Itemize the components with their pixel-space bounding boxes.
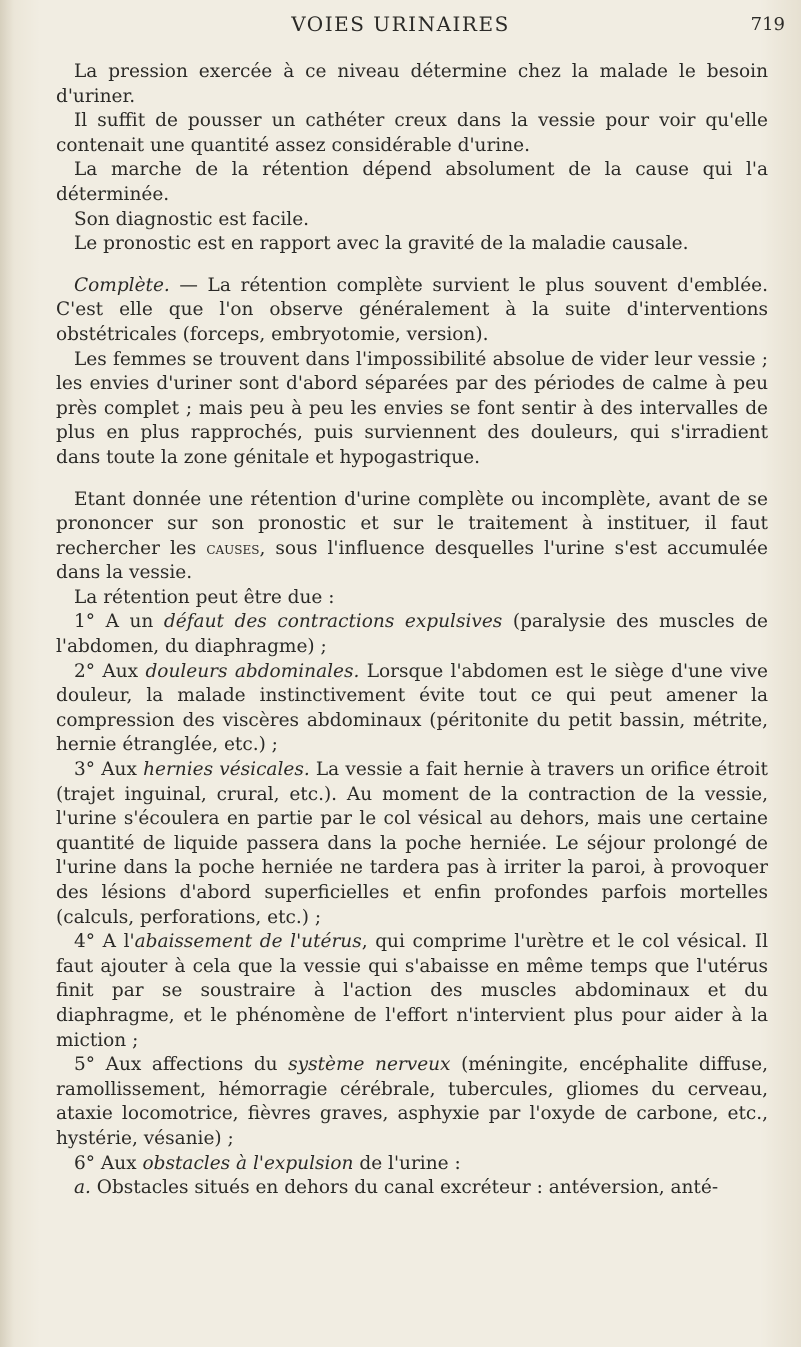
paragraph-2: Il suffit de pousser un cathéter creux dans la vessie pour voir qu'elle contenait une quantité assez considérable d'urine. — [56, 110, 768, 156]
item-text: de l'urine : — [353, 1152, 461, 1174]
list-item-6 — [56, 1152, 768, 1177]
paragraph-4: Son diagnostic est facile. — [74, 208, 310, 230]
paragraph-text: Etant donnée une rétention d'urine complète ou incomplète, avant de se prononcer sur son pronostic et sur le traitement à instituer, il faut rechercher les — [56, 488, 768, 559]
smallcaps-term: causes — [206, 538, 260, 559]
item-prefix: 5° Aux affections du — [74, 1054, 289, 1076]
item-text: La vessie a fait hernie à travers un orifice étroit (trajet inguinal, crural, etc.). Au moment de la contraction de la vessie, l'urine s'écoulera en partie par le col vésical au dehors, mais une certaine quantité de liquide passera dans la poche herniée. Le séjour prolongé de l'urine dans la poche herniée ne tardera pas à irriter la paroi, à provoquer des lésions d'abord superficielles et enfin profondes parfois mortelles (calculs, perforations, etc.) ; — [56, 759, 768, 928]
paragraph-3: La marche de la rétention dépend absolument de la cause qui l'a déterminée. — [56, 159, 768, 205]
item-text: (méningite, encéphalite diffuse, ramollissement, hémorragie cérébrale, tubercules, gliomes du cerveau, ataxie locomotrice, fièvres graves, asphyxie par l'oxyde de carbone, etc., hystérie, vésanie) ; — [56, 1054, 769, 1149]
list-item-4 — [56, 930, 768, 1053]
item-term: obstacles à l'expulsion — [142, 1152, 354, 1174]
list-item-5 — [56, 1053, 768, 1151]
item-text: (paralysie des muscles de l'abdomen, du diaphragme) ; — [56, 611, 768, 658]
item-prefix: 4° A l' — [74, 931, 135, 953]
paragraph-7: Les femmes se trouvent dans l'impossibilité absolue de vider leur vessie ; les envies d'uriner sont d'abord séparées par des périodes de calme à peu près complet ; mais peu à peu les envies se font sentir à des intervalles de plus en plus rapprochés, puis surviennent des douleurs, qui s'irradient dans toute la zone génitale et hypogastrique. — [56, 348, 768, 468]
item-term: a. — [74, 1177, 91, 1199]
item-prefix: 1° A un — [74, 611, 164, 633]
item-prefix: 3° Aux — [74, 759, 144, 781]
list-item-1 — [56, 610, 768, 659]
item-term: hernies vésicales. — [143, 759, 310, 781]
running-head: VOIES URINAIRES — [291, 12, 510, 36]
paragraph-complete — [56, 274, 768, 348]
item-term: défaut des contractions expulsives — [163, 611, 503, 633]
body-text — [56, 60, 768, 1201]
paragraph-1: La pression exercée à ce niveau détermine chez la malade le besoin d'uriner. — [56, 61, 768, 107]
page-header — [0, 12, 801, 46]
page-number: 719 — [750, 14, 785, 35]
list-item-2 — [56, 660, 768, 758]
item-term: système nerveux — [288, 1054, 451, 1076]
paragraph-text: — La rétention complète survient le plus souvent d'emblée. C'est elle que l'on observe généralement à la suite d'interventions obstétricales (forceps, embryotomie, version). — [56, 274, 768, 345]
paragraph-text: , sous l'influence desquelles l'urine s'est accumulée dans la vessie. — [56, 537, 768, 584]
list-item-3 — [56, 758, 768, 930]
item-text: , qui comprime l'urètre et le col vésical. Il faut ajouter à cela que la vessie qui s'abaisse en même temps que l'utérus finit par se soustraire à l'action des muscles abdominaux et du diaphragme, et le phénomène de l'effort n'intervient plus pour aider à la miction ; — [56, 931, 768, 1051]
item-text: Lorsque l'abdomen est le siège d'une vive douleur, la malade instinctivement évite tout ce qui peut amener la compression des viscères abdominaux (péritonite du petit bassin, métrite, hernie étranglée, etc.) ; — [56, 660, 768, 756]
paragraph-5: Le pronostic est en rapport avec la gravité de la maladie causale. — [74, 233, 689, 255]
paragraph-9: La rétention peut être due : — [74, 586, 335, 608]
paragraph-causes — [56, 488, 768, 586]
item-text: Obstacles situés en dehors du canal excréteur : antéversion, anté- — [90, 1177, 719, 1199]
item-term: douleurs abdominales. — [145, 660, 360, 682]
lead-term: Complète. — [74, 274, 170, 296]
item-prefix: 2° Aux — [74, 660, 146, 682]
item-prefix: 6° Aux — [74, 1152, 143, 1174]
item-term: abaissement de l'utérus — [134, 931, 362, 953]
list-item-6a — [56, 1176, 768, 1201]
